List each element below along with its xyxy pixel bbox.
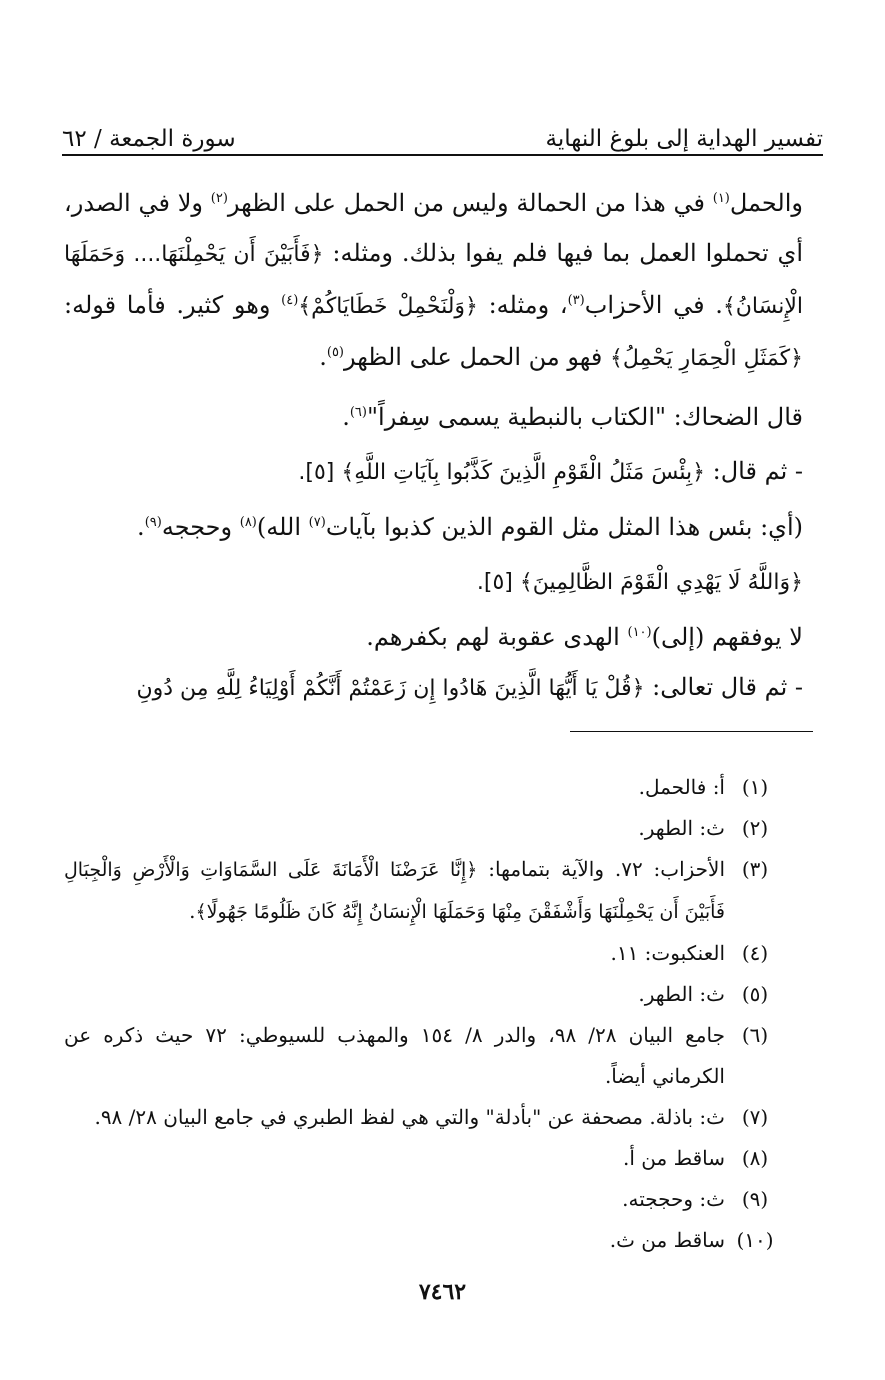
verse-ref: [٥]. <box>298 460 342 485</box>
text-run: الله) <box>256 513 309 541</box>
footnote-number: (٨) <box>741 1146 769 1170</box>
paragraph-2 <box>64 392 803 442</box>
footnote-text: الأحزاب: ٧٢. والآية بتمامها: <box>477 857 725 881</box>
footnote-ref: (٥) <box>326 345 344 360</box>
page-number: ٧٤٦٢ <box>418 1279 467 1305</box>
text-run: فهو من الحمل على الظهر <box>344 343 610 371</box>
text-run: لا يوفقهم (إلى) <box>651 623 803 651</box>
footnotes <box>64 767 777 1261</box>
text-run: الهدى عقوبة لهم بكفرهم. <box>366 623 628 651</box>
footnote-ref: (٨) <box>239 515 257 530</box>
footnote-text: ساقط من أ. <box>623 1146 725 1170</box>
footnote-item <box>64 974 777 1015</box>
footnote-text: أ: فالحمل. <box>638 775 725 799</box>
footnote-text: . <box>189 899 196 923</box>
footnote-item <box>64 767 777 808</box>
footnote-item <box>64 1138 777 1179</box>
footnote-number: (١٠) <box>736 1228 774 1252</box>
footnote-number: (١) <box>741 775 769 799</box>
text-run: ، ومثله: <box>477 291 568 319</box>
footnote-ref: (٣) <box>567 293 585 308</box>
paragraph-7 <box>64 662 803 714</box>
footnote-ref: (٢) <box>210 191 228 206</box>
footnote-text: العنكبوت: ١١. <box>610 941 725 965</box>
quran-quote: ﴿فَأَبَيْنَ أَن يَحْمِلْنَهَا.... وَحَمَلَهَا الْإِنسَانُ﴾ <box>64 242 804 319</box>
quran-quote: ﴿وَلْنَحْمِلْ خَطَايَاكُمْ﴾ <box>298 294 478 319</box>
footnote-rule <box>570 731 813 732</box>
text-run: وحججه <box>161 513 240 541</box>
text-run: - ثم قال تعالى: <box>644 673 803 701</box>
footnote-text: ساقط من ث. <box>609 1228 725 1252</box>
footnote-item <box>64 933 777 974</box>
text-run: . <box>319 343 327 371</box>
quran-quote: ﴿كَمَثَلِ الْحِمَارِ يَحْمِلُ﴾ <box>609 346 803 371</box>
main-text <box>64 178 803 714</box>
text-run: وهو كثير. فأما قوله: <box>64 291 282 319</box>
footnote-item <box>64 1097 777 1138</box>
quran-quote: ﴿قُلْ يَا أَيُّهَا الَّذِينَ هَادُوا إِن زَعَمْتُمْ أَنَّكُمْ أَوْلِيَاءُ لِلَّهِ مِن دُونِ <box>136 676 645 701</box>
text-run: (أي: بئس هذا المثل مثل القوم الذين كذبوا بآيات <box>325 513 803 541</box>
footnote-number: (٣) <box>741 857 769 881</box>
footnote-ref: (٦) <box>349 405 367 420</box>
text-run: في هذا من الحمالة وليس من الحمل على الظهر <box>227 189 713 217</box>
quran-quote: ﴿إِنَّا عَرَضْنَا الْأَمَانَةَ عَلَى السَّمَاوَاتِ وَالْأَرْضِ وَالْجِبَالِ فَأَبَيْنَ أَن يَحْمِلْنَهَا وَأَشْفَقْنَ مِنْهَا وَحَمَلَهَا الْإِنسَانُ إِنَّهُ كَانَ ظَلُومًا جَهُولًا﴾ <box>64 859 725 923</box>
footnote-item <box>64 1220 777 1261</box>
footnote-text: ث: الطهر. <box>638 816 725 840</box>
text-run: . <box>342 403 350 431</box>
quran-quote: ﴿بِئْسَ مَثَلُ الْقَوْمِ الَّذِينَ كَذَّبُوا بِآيَاتِ اللَّهِ﴾ <box>341 460 706 485</box>
footnote-text: ث: وحججته. <box>622 1187 725 1211</box>
paragraph-1 <box>64 178 803 384</box>
paragraph-5 <box>64 556 803 608</box>
verse-ref: [٥]. <box>476 570 520 595</box>
footnote-ref: (١٠) <box>627 625 652 640</box>
paragraph-3 <box>64 446 803 498</box>
footnote-number: (٤) <box>741 941 769 965</box>
footnote-text: ث: باذلة. مصحفة عن "بأدلة" والتي هي لفظ الطبري في جامع البيان ٢٨/ ٩٨. <box>94 1105 725 1129</box>
footnote-text: ث: الطهر. <box>638 982 725 1006</box>
footnote-number: (٢) <box>741 816 769 840</box>
running-header <box>62 112 823 152</box>
footnote-ref: (٧) <box>308 515 326 530</box>
footnote-text: جامع البيان ٢٨/ ٩٨، والدر ٨/ ١٥٤ والمهذب للسيوطي: ٧٢ حيث ذكره عن الكرماني أيضاً. <box>64 1023 725 1088</box>
text-run: والحمل <box>729 189 803 217</box>
footnote-number: (٧) <box>741 1105 769 1129</box>
footnote-item <box>64 1015 777 1097</box>
text-run: . في الأحزاب <box>584 291 723 319</box>
footnote-ref: (٩) <box>144 515 162 530</box>
text-run: ولا في الصدر، أي تحملوا العمل بما فيها فلم يفوا بذلك. ومثله: <box>64 189 804 267</box>
paragraph-4 <box>64 502 803 552</box>
book-title: تفسير الهداية إلى بلوغ النهاية <box>545 126 823 152</box>
header-rule <box>62 154 823 156</box>
footnote-number: (٦) <box>741 1023 769 1047</box>
footnote-number: (٥) <box>741 982 769 1006</box>
text-run: قال الضحاك: "الكتاب بالنبطية يسمى سِفراً" <box>366 403 803 431</box>
paragraph-6 <box>64 612 803 662</box>
footnote-ref: (١) <box>712 191 730 206</box>
quran-quote: ﴿وَاللَّهُ لَا يَهْدِي الْقَوْمَ الظَّالِمِينَ﴾ <box>519 570 803 595</box>
footnote-item <box>64 1179 777 1220</box>
surah-page-label: سورة الجمعة / ٦٢ <box>62 126 236 152</box>
footnote-item <box>64 808 777 849</box>
footnote-item <box>64 849 777 933</box>
footnote-number: (٩) <box>741 1187 769 1211</box>
footnote-ref: (٤) <box>281 293 299 308</box>
text-run: - ثم قال: <box>705 457 803 485</box>
text-run: . <box>137 513 145 541</box>
